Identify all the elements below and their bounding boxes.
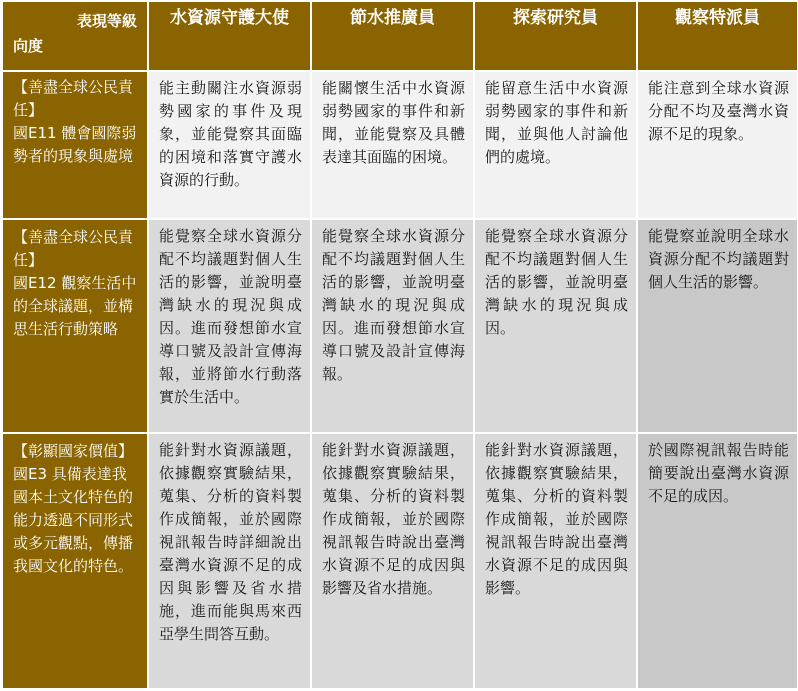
header-level-2: 節水推廣員 xyxy=(311,1,474,71)
header-level-1: 水資源守護大使 xyxy=(148,1,311,71)
header-corner-cell xyxy=(2,1,148,71)
table-cell: 能針對水資源議題，依據觀察實驗結果，蒐集、分析的資料製作成簡報，並於國際視訊報告時說出臺灣水資源不足的成因與影響。 xyxy=(474,433,637,689)
row-dimension-label: 【彰顯國家價值】 國E3 具備表達我國本土文化特色的能力透過不同形式或多元觀點，傳播我國文化的特色。 xyxy=(2,433,148,689)
header-corner-dimension-label: 向度 xyxy=(13,37,44,55)
table-row xyxy=(2,219,798,433)
table-cell: 能針對水資源議題，依據觀察實驗結果，蒐集、分析的資料製作成簡報，並於國際視訊報告時詳細說出臺灣水資源不足的成因與影響及省水措施，進而能與馬來西亞學生問答互動。 xyxy=(148,433,311,689)
row-dimension-label: 【善盡全球公民責任】 國E12 觀察生活中的全球議題，並構思生活行動策略 xyxy=(2,219,148,433)
header-row xyxy=(2,1,798,71)
table-cell: 能注意到全球水資源分配不均及臺灣水資源不足的現象。 xyxy=(637,71,798,219)
table-cell: 能覺察全球水資源分配不均議題對個人生活的影響，並說明臺灣缺水的現況與成因。 xyxy=(474,219,637,433)
table-cell: 能覺察並說明全球水資源分配不均議題對個人生活的影響。 xyxy=(637,219,798,433)
table-cell: 能主動關注水資源弱勢國家的事件及現象，並能覺察其面臨的困境和落實守護水資源的行動。 xyxy=(148,71,311,219)
table-cell: 能關懷生活中水資源弱勢國家的事件和新聞，並能覺察及具體表達其面臨的困境。 xyxy=(311,71,474,219)
table-cell: 於國際視訊報告時能簡要說出臺灣水資源不足的成因。 xyxy=(637,433,798,689)
header-corner-level-label: 表現等級 xyxy=(76,12,137,30)
header-level-3: 探索研究員 xyxy=(474,1,637,71)
table-row xyxy=(2,71,798,219)
table-cell: 能覺察全球水資源分配不均議題對個人生活的影響，並說明臺灣缺水的現況與成因。進而發想節水宣導口號及設計宣傳海報。 xyxy=(311,219,474,433)
rubric-table xyxy=(1,0,798,690)
table-cell: 能覺察全球水資源分配不均議題對個人生活的影響，並說明臺灣缺水的現況與成因。進而發想節水宣導口號及設計宣傳海報，並將節水行動落實於生活中。 xyxy=(148,219,311,433)
header-level-4: 觀察特派員 xyxy=(637,1,798,71)
row-dimension-label: 【善盡全球公民責任】 國E11 體會國際弱勢者的現象與處境 xyxy=(2,71,148,219)
table-row xyxy=(2,433,798,689)
table-cell: 能針對水資源議題，依據觀察實驗結果，蒐集、分析的資料製作成簡報，並於國際視訊報告時說出臺灣水資源不足的成因與影響及省水措施。 xyxy=(311,433,474,689)
table-cell: 能留意生活中水資源弱勢國家的事件和新聞，並與他人討論他們的處境。 xyxy=(474,71,637,219)
